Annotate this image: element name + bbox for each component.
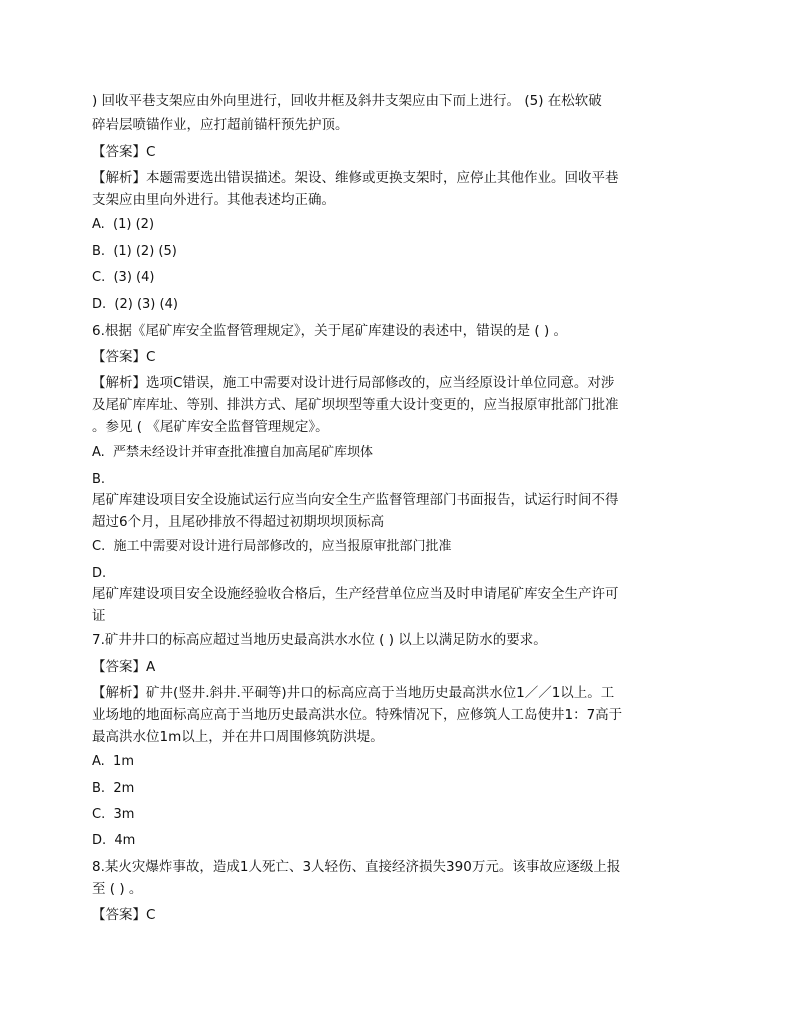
paragraph-line: 碎岩层喷锚作业，应打超前锚杆预先护顶。	[92, 117, 349, 133]
option-b: B. (1) (2) (5)	[92, 244, 177, 259]
option-b-text: 超过6个月，且尾砂排放不得超过初期坝坝顶标高	[92, 514, 385, 530]
paragraph-line: ) 回收平巷支架应由外向里进行，回收井框及斜井支架应由下而上进行。 (5) 在松软破	[92, 93, 602, 109]
analysis-line: 【解析】矿井(竖井.斜井.平硐等)井口的标高应高于当地历史最高洪水位1／／1以上。工	[92, 685, 615, 701]
option-c: C. 3m	[92, 807, 135, 822]
analysis-line: 。参见 ( 《尾矿库安全监督管理规定》。	[92, 419, 329, 435]
analysis-line: 最高洪水位1m以上，并在井口周围修筑防洪堤。	[92, 729, 384, 745]
analysis-line: 业场地的地面标高应高于当地历史最高洪水位。特殊情况下，应修筑人工岛使井1：7高于	[92, 707, 623, 723]
analysis-line: 【解析】本题需要选出错误描述。架设、维修或更换支架时，应停止其他作业。回收平巷	[92, 170, 619, 186]
option-d: D. (2) (3) (4)	[92, 297, 178, 312]
option-b: B. 2m	[92, 781, 135, 796]
question-7: 7.矿井井口的标高应超过当地历史最高洪水水位 ( ) 以上以满足防水的要求。	[92, 632, 547, 648]
analysis-line: 【解析】选项C错误，施工中需要对设计进行局部修改的，应当经原设计单位同意。对涉	[92, 375, 615, 391]
analysis-line: 及尾矿库库址、等别、排洪方式、尾矿坝坝型等重大设计变更的，应当报原审批部门批准	[92, 397, 619, 413]
option-d-text: 尾矿库建设项目安全设施经验收合格后，生产经营单位应当及时申请尾矿库安全生产许可	[92, 586, 619, 602]
option-a: A. 1m	[92, 754, 134, 769]
option-a: A. (1) (2)	[92, 217, 155, 232]
option-b-label: B.	[92, 472, 106, 487]
option-d-label: D.	[92, 566, 107, 581]
answer-label: 【答案】A	[92, 659, 156, 675]
analysis-line: 支架应由里向外进行。其他表述均正确。	[92, 192, 335, 208]
question-8: 至 ( ) 。	[92, 881, 143, 897]
question-8: 8.某火灾爆炸事故，造成1人死亡、3人轻伤、直接经济损失390万元。该事故应逐级上报	[92, 859, 621, 875]
option-c: C. (3) (4)	[92, 270, 155, 285]
option-d: D. 4m	[92, 833, 136, 848]
option-b-text: 尾矿库建设项目安全设施试运行应当向安全生产监督管理部门书面报告，试运行时间不得	[92, 492, 619, 508]
option-d-text: 证	[92, 608, 106, 624]
answer-label: 【答案】C	[92, 349, 156, 365]
option-c: C. 施工中需要对设计进行局部修改的，应当报原审批部门批准	[92, 539, 452, 554]
question-6: 6.根据《尾矿库安全监督管理规定》，关于尾矿库建设的表述中，错误的是 ( ) 。	[92, 323, 568, 339]
option-a: A. 严禁未经设计并审查批准擅自加高尾矿库坝体	[92, 445, 374, 460]
answer-label: 【答案】C	[92, 907, 156, 923]
answer-label: 【答案】C	[92, 144, 156, 160]
